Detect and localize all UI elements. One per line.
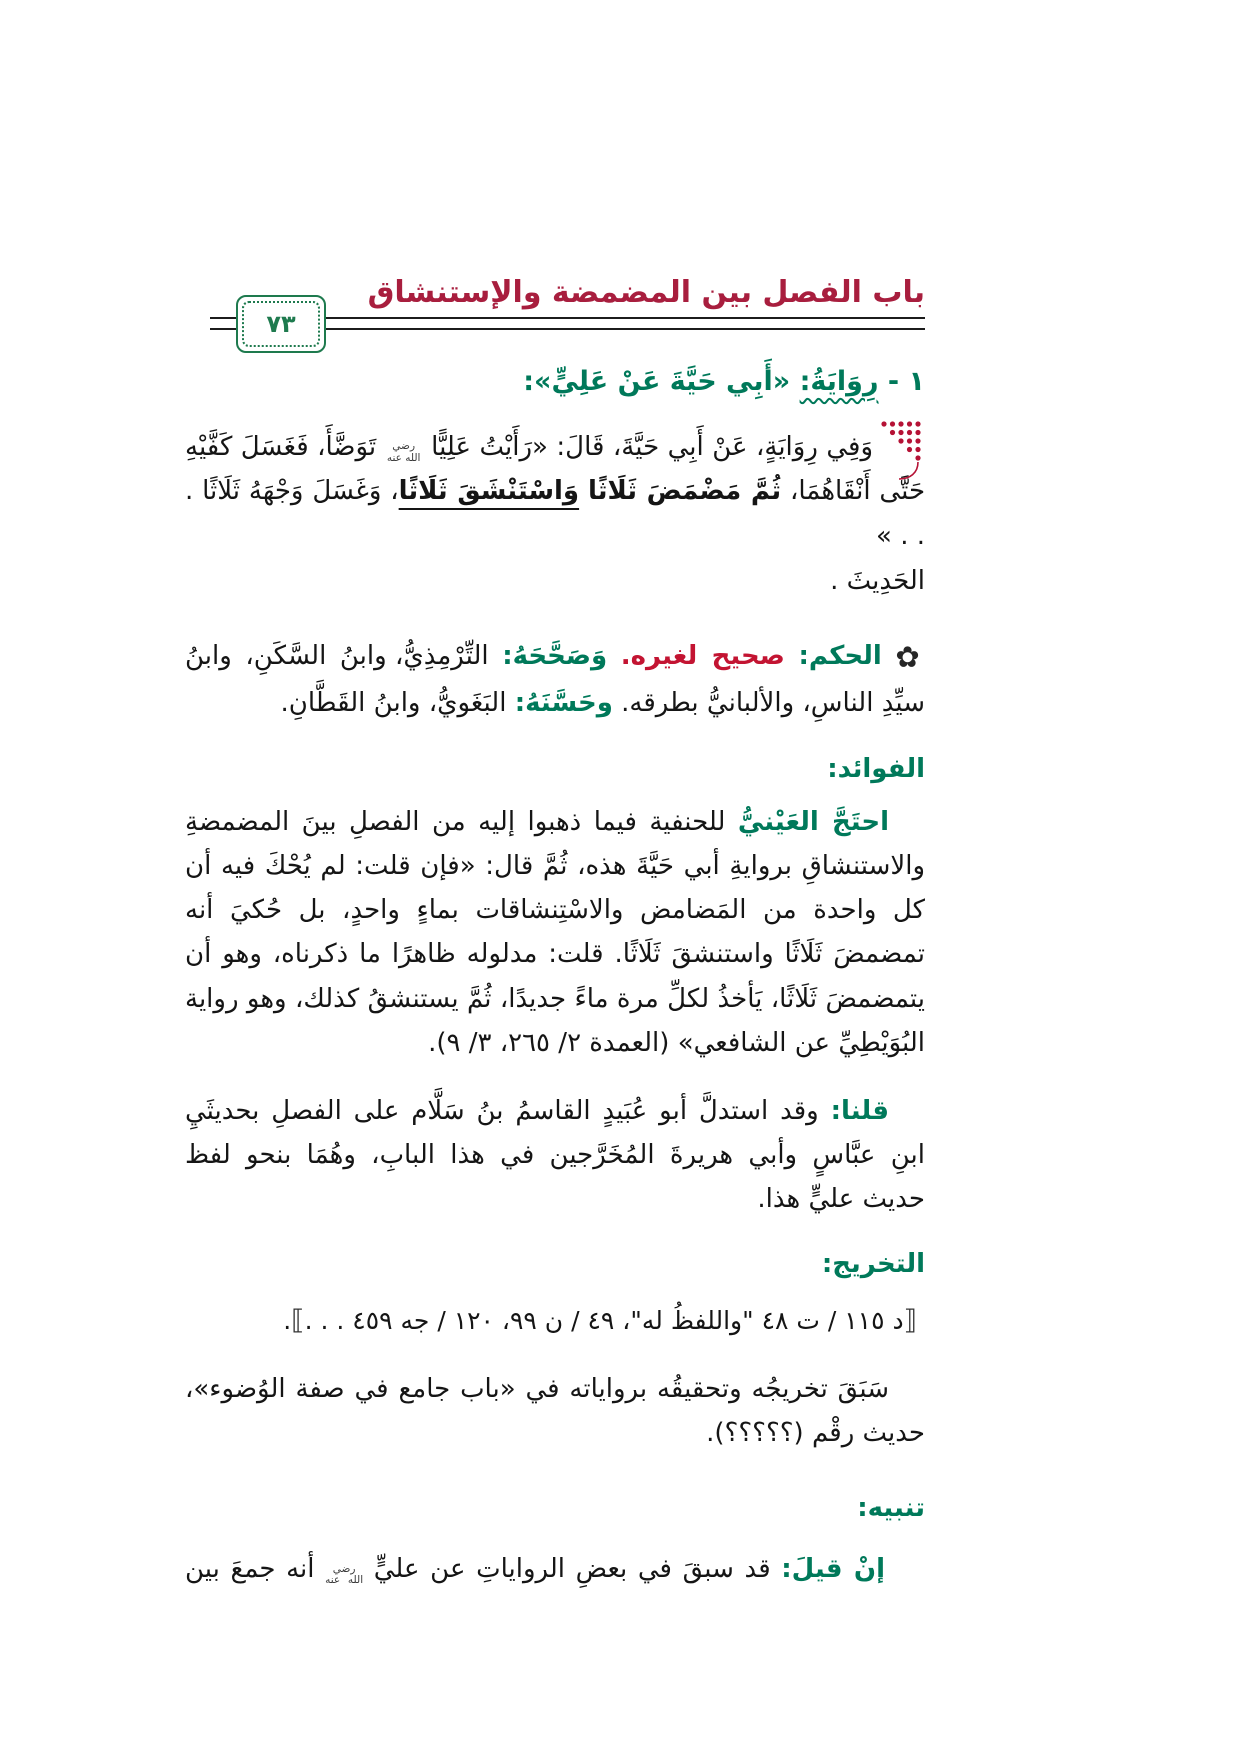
hadith-bold-text: ثُمَّ مَضْمَضَ ثَلَاثًا: [587, 476, 782, 507]
hukm-grade: صحيح لغيره.: [620, 641, 785, 672]
takhrij-heading: التخريج:: [821, 1249, 925, 1280]
takhrij-references: [185, 1299, 925, 1342]
radiallahu-anhu-mark: رضي الله عنه: [386, 440, 421, 464]
radiallahu-anhu-mark: رضي الله عنه: [325, 1563, 364, 1587]
fawaid-paragraph: [185, 800, 925, 1065]
chapter-title: باب الفصل بين المضمضة والإستنشاق: [367, 275, 925, 310]
corner-dots-ornament-icon: [877, 419, 923, 483]
hukm-label: الحكم:: [798, 641, 882, 672]
hukm-improvers: البَغَويُّ، وابنُ القَطَّانِ.: [280, 688, 507, 719]
tanbih-heading: تنبيه:: [857, 1493, 925, 1524]
flower-ornament-icon: ✿: [895, 640, 926, 675]
takhrij-refs: د ١١٥ / ت ٤٨ "واللفظُ له"، ٤٩ / ن ٩٩، ١٢٠ / جه ٤٥٩ . . .: [304, 1306, 904, 1336]
tanbih-paragraph: [185, 1547, 925, 1591]
hukm-graders: التِّرْمِذِيُّ، وابنُ السَّكَنِ، وابنُ سيِّدِ الناسِ، والألبانيُّ بطرقه.: [185, 641, 925, 719]
qulna-paragraph: [185, 1089, 925, 1222]
hadith-text-3: ، وَغَسَلَ وَجْهَهُ ثَلَاثًا . . . »: [185, 476, 925, 551]
page-number: ٧٣: [266, 309, 296, 338]
section-word-riwaya: رِوَايَةُ:: [799, 365, 879, 397]
hadith-bold-underlined-text: وَاسْتَنْشَقَ ثَلَاثًا: [398, 476, 580, 507]
section-number: ١ -: [887, 365, 925, 397]
header-double-rule: [210, 309, 925, 338]
takhrij-period: .: [283, 1306, 292, 1336]
hukm-hassana-label: وحَسَّنَهُ:: [514, 688, 613, 719]
section-heading: [185, 366, 925, 397]
page-header: [185, 275, 925, 338]
page-number-box: [236, 295, 326, 353]
tanbih-body-1: قد سبقَ في بعضِ الرواياتِ عن عليٍّ: [373, 1554, 771, 1585]
page-content: [185, 276, 925, 1591]
bracket-close-icon: ⟧: [291, 1305, 305, 1337]
fawaid-lead: احتَجَّ العَيْنيُّ: [737, 806, 890, 837]
fawaid-body: للحنفية فيما ذهبوا إليه من الفصلِ بينَ المضمضةِ والاستنشاقِ بروايةِ أبي حَيَّةَ هذه، ثُمَّ قال: «فإن قلت: لم يُحْكَ فيه أن كل واحدة من المَضامض والاسْتِنشاقات بماءٍ واحدٍ، بل حُكيَ أنه تمضمضَ ثَلَاثًا واستنشقَ ثَلَاثًا. قلت: مدلوله ظاهرًا ما ذكرناه، وهو أن يتمضمضَ ثَلَاثًا، يَأخذُ لكلِّ مرة ماءً جديدًا، ثُمَّ يستنشقُ كذلك، وهو رواية البُوَيْطِيِّ عن الشافعي» (العمدة ٢/ ٢٦٥، ٣/ ٩).: [185, 806, 925, 1058]
fawaid-heading: الفوائد:: [827, 753, 925, 784]
tanbih-lead: إنْ قيلَ:: [781, 1554, 886, 1585]
hukm-sahhaha-label: وَصَحَّحَهُ:: [502, 641, 608, 672]
section-heading-rest: «أَبِي حَيَّةَ عَنْ عَلِيٍّ»:: [523, 365, 791, 397]
tanbih-body-2: أنه جمعَ بين: [185, 1554, 315, 1585]
hadith-tail: الحَدِيثَ .: [830, 565, 925, 596]
hadith-paragraph: [185, 425, 925, 604]
takhrij-note-paragraph: [185, 1367, 925, 1455]
hadith-text-1: وَفِي رِوَايَةٍ، عَنْ أَبِي حَيَّةَ، قَالَ: «رَأَيْتُ عَلِيًّا: [431, 431, 874, 462]
qulna-label: قلنا:: [830, 1095, 890, 1126]
hadith-text-2: تَوَضَّأَ، فَغَسَلَ كَفَّيْهِ حَتَّى أَنْقَاهُمَا،: [185, 431, 926, 507]
takhrij-note: سَبَقَ تخريجُه وتحقيقُه برواياته في «باب جامع في صفة الوُضوء»، حديث رقْم (؟؟؟؟؟).: [185, 1373, 925, 1448]
hukm-paragraph: [185, 633, 925, 725]
qulna-body: وقد استدلَّ أبو عُبَيدٍ القاسمُ بنُ سَلَّام على الفصلِ بحديثَيِ ابنِ عبَّاسٍ وأبي هريرةَ المُخَرَّجين في هذا البابِ، وهُمَا بنحو لفظ حديث عليٍّ هذا.: [185, 1095, 925, 1215]
bracket-open-icon: ⟦: [903, 1305, 917, 1337]
